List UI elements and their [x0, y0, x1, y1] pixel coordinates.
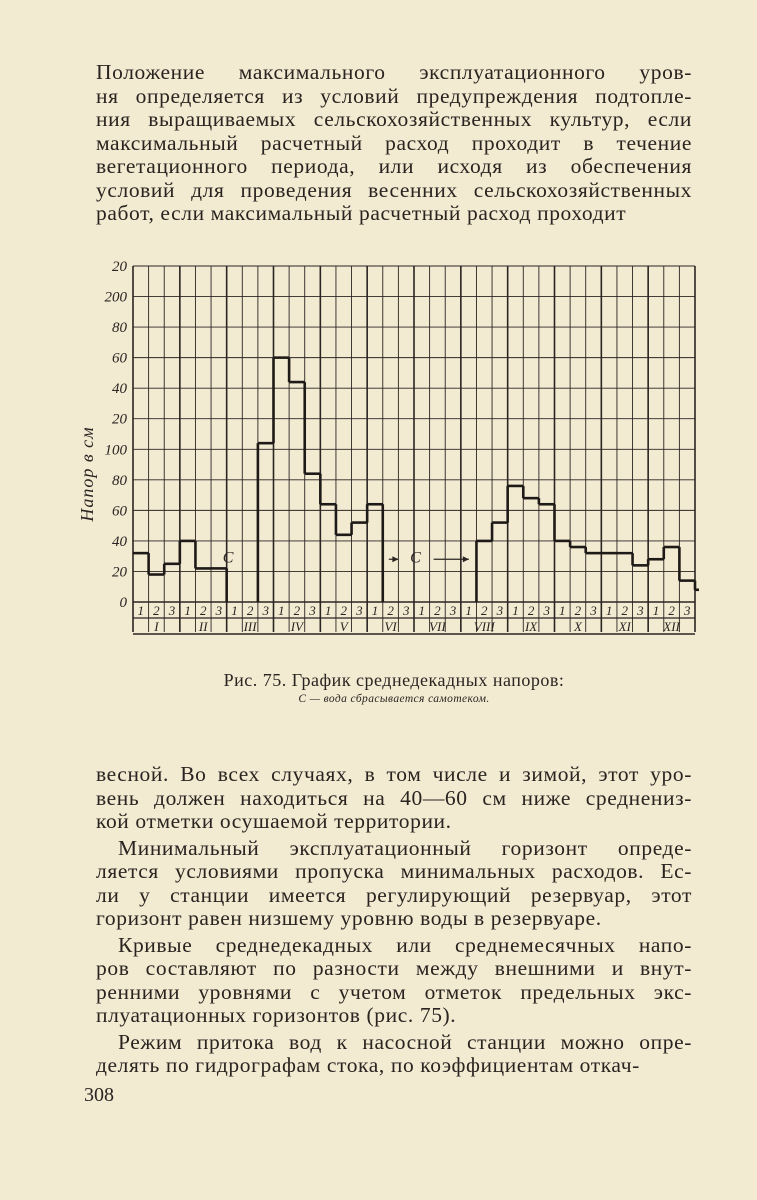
text-line: ров составляют по разности между внешними и внут-	[96, 956, 692, 980]
decade-label: 2	[340, 603, 347, 618]
month-label: VII	[429, 619, 446, 634]
month-label: X	[573, 619, 582, 634]
month-label: XI	[618, 619, 631, 634]
text-line: ния выращиваемых сельскохозяйственных культур, если	[96, 107, 692, 131]
text-line: максимальный расчетный расход проходит в течение	[96, 130, 692, 155]
decade-label: 1	[324, 603, 332, 618]
decade-label: 1	[418, 603, 426, 618]
y-tick-label: 200	[104, 289, 127, 306]
decade-label: 3	[449, 603, 457, 618]
y-tick-label: 0	[119, 595, 127, 611]
text-line: Положение максимального эксплуатационного уров-	[96, 60, 692, 84]
month-label: IV	[290, 619, 304, 634]
decade-label: 1	[652, 603, 660, 618]
text-line: весной. Во всех случаях, в том числе и зимой, этот уро-	[96, 762, 692, 786]
y-tick-label: 20	[112, 259, 127, 275]
body-paragraph	[96, 837, 692, 931]
decade-label: 3	[543, 603, 550, 618]
month-label: VIII	[473, 619, 495, 634]
month-label: XII	[663, 619, 680, 634]
y-tick-label: 20	[112, 564, 127, 581]
text-line: условий для проведения весенних сельскохозяйственных	[96, 177, 692, 202]
text-line: кой отметки осушаемой территории.	[96, 809, 452, 833]
decade-label: 2	[574, 603, 582, 618]
month-label: IX	[524, 619, 538, 634]
decade-label: 3	[402, 603, 410, 618]
text-line: вень должен находиться на 40—60 см ниже среднениз-	[96, 785, 692, 810]
decade-label: 3	[683, 603, 691, 618]
decade-label: 2	[153, 603, 160, 618]
decade-label: 3	[637, 603, 644, 618]
decade-label: 1	[605, 603, 613, 618]
decade-label: 2	[293, 603, 301, 618]
y-tick-label: 80	[112, 320, 127, 337]
decade-label: 2	[434, 603, 441, 618]
text-line: ренними уровнями с учетом отметок предельных экс-	[96, 979, 692, 1004]
month-label: III	[243, 619, 257, 634]
y-tick-label: 40	[112, 533, 127, 550]
decade-label: 2	[621, 603, 628, 618]
decade-label: 1	[465, 603, 472, 618]
decade-label: 2	[527, 603, 535, 618]
decade-label: 2	[246, 603, 254, 618]
text-line: ляется условиями пропуска минимальных расходов. Ес-	[96, 859, 692, 883]
text-line: работ, если максимальный расчетный расход проходит	[96, 201, 627, 225]
decade-label: 3	[496, 603, 504, 618]
decade-label: 3	[590, 603, 597, 618]
body-paragraph	[96, 934, 692, 1028]
decade-label: 1	[512, 603, 519, 618]
month-label: II	[198, 619, 208, 634]
chart-grid	[133, 266, 695, 632]
y-tick-label: 80	[112, 472, 127, 489]
body-paragraph	[96, 1031, 692, 1078]
text-line: Минимальный эксплуатационный горизонт опреде-	[118, 835, 692, 860]
decade-label: 1	[559, 603, 566, 618]
decade-label: 1	[184, 603, 191, 618]
figure-caption-note: C — вода сбрасывается самотеком.	[298, 693, 490, 705]
y-tick-label: 60	[112, 503, 127, 520]
spill-arrowhead	[463, 556, 469, 562]
decade-label: 2	[200, 603, 207, 618]
spill-annotation: C	[222, 549, 234, 567]
decade-label: 1	[371, 603, 379, 618]
head-chart	[70, 252, 710, 644]
decade-label: 1	[137, 603, 145, 618]
page-number: 308	[84, 1084, 114, 1106]
month-label: VI	[384, 619, 397, 634]
text-line: ня определяется из условий предупреждения подтопле-	[96, 83, 692, 108]
y-tick-label: 60	[112, 350, 127, 367]
decade-label: 3	[215, 603, 223, 618]
decade-label: 1	[231, 603, 238, 618]
y-tick-label: 100	[104, 442, 127, 459]
text-line: плуатационных горизонтов (рис. 75).	[96, 1003, 457, 1027]
y-axis-label: Напор в см	[77, 426, 97, 522]
decade-label: 1	[278, 603, 285, 618]
decade-label: 3	[309, 603, 316, 618]
y-tick-label: 20	[112, 411, 127, 428]
month-label: I	[154, 619, 159, 634]
text-line: ли у станции имеется регулирующий резервуар, этот	[96, 882, 692, 907]
figure-caption: Рис. 75. График среднедекадных напоров:	[223, 670, 565, 690]
decade-label: 2	[387, 603, 394, 618]
text-line: Режим притока вод к насосной станции можно опре-	[118, 1029, 692, 1054]
month-label: V	[339, 619, 348, 634]
body-paragraph-top	[96, 61, 692, 226]
decade-label: 3	[356, 603, 363, 618]
decade-label: 3	[168, 603, 176, 618]
decade-label: 3	[262, 603, 269, 618]
decade-label: 2	[481, 603, 488, 618]
text-line: Кривые среднедекадных или среднемесячных напо-	[118, 932, 692, 957]
decade-label: 2	[668, 603, 675, 618]
spill-arrowhead	[392, 556, 398, 562]
spill-annotation: C	[410, 549, 421, 567]
text-line: делять по гидрографам стока, по коэффициентам откач-	[96, 1053, 640, 1077]
body-paragraph	[96, 763, 692, 834]
y-tick-label: 40	[112, 381, 127, 398]
text-line: горизонт равен низшему уровню воды в резервуаре.	[96, 906, 602, 930]
text-line: вегетационного периода, или исходя из обеспечения	[96, 154, 692, 178]
